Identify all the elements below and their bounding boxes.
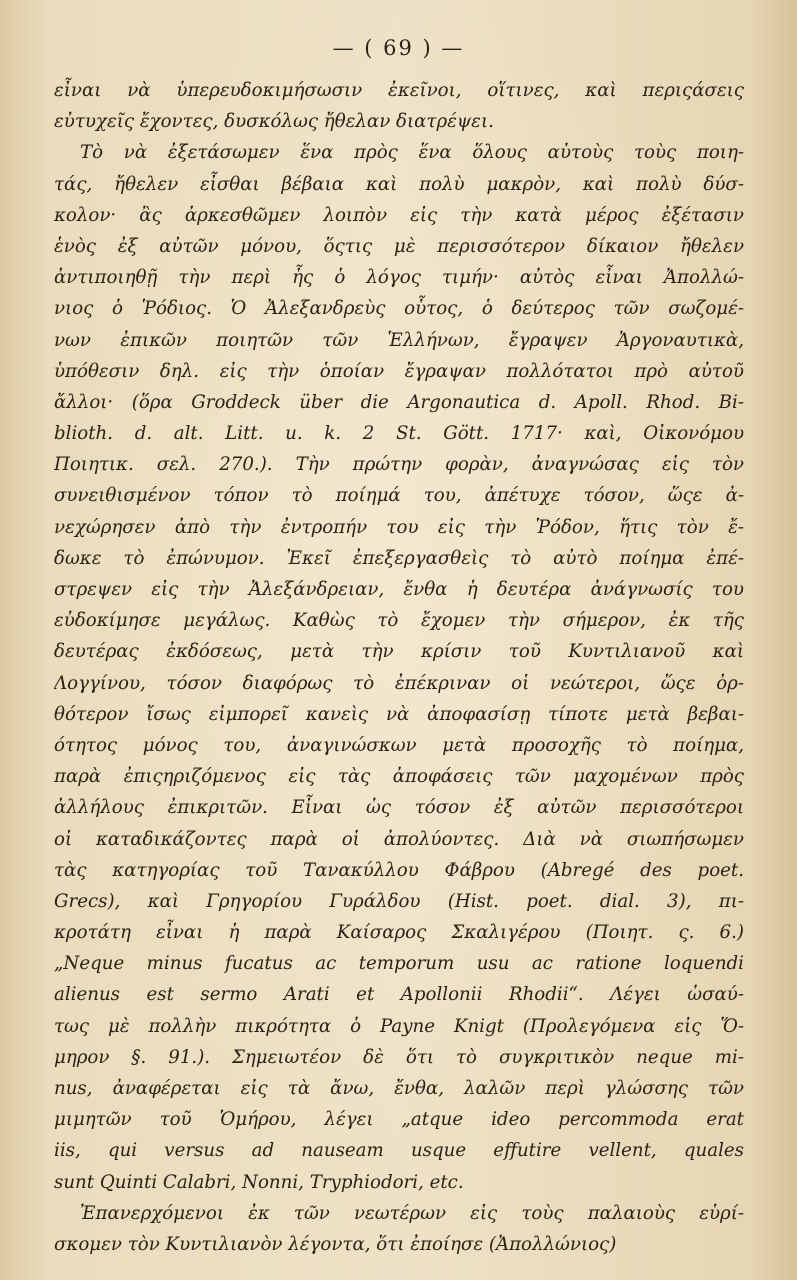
text-line: παρὰ ἐπιςηριζόμενος εἰς τὰς ἀποφάσεις τῶν μαχομένων πρὸς (54, 766, 744, 788)
text-line: Τὸ νὰ ἐξετάσωμεν ἕνα πρὸς ἕνα ὅλους αὐτοὺς τοὺς ποιη- (80, 142, 744, 164)
text-line: nus, ἀναφέρεται εἰς τὰ ἄνω, ἔνθα, λαλῶν περὶ γλώσσης τῶν (54, 1078, 744, 1099)
text-line: εὐδοκίμησε μεγάλως. Καθὼς τὸ ἔχομεν τὴν σήμερον, ἐκ τῆς (54, 610, 744, 632)
text-line: μιμητῶν τοῦ Ὁμήρου, λέγει „atque ideo percommoda erat (54, 1109, 744, 1131)
text-line: οἱ καταδικάζοντες παρὰ οἱ ἀπολύοντες. Διὰ νὰ σιωπήσωμεν (54, 828, 744, 850)
text-line: εἶναι νὰ ὑπερευδοκιμήσωσιν ἐκεῖνοι, οἵτινες, καὶ περιςάσεις (54, 80, 744, 101)
text-line: Λογγίνου, τόσον διαφόρως τὸ ἐπέκριναν οἱ νεώτεροι, ὥςε ὀρ- (54, 672, 744, 694)
text-line: στρεψεν εἰς τὴν Ἀλεξάνδρειαν, ἔνθα ἡ δευτέρα ἀνάγνωσίς του (54, 579, 744, 600)
text-line: ἀντιποιηθῇ τὴν περὶ ἧς ὁ λόγος τιμήν· αὐτὸς εἶναι Ἀπολλώ- (54, 267, 744, 289)
text-line: νιος ὁ Ῥόδιος. Ὁ Ἀλεξανδρεὺς οὗτος, ὁ δεύτερος τῶν σωζομέ- (54, 298, 744, 320)
text-line: τως μὲ πολλὴν πικρότητα ὁ Payne Knigt (Προλεγόμενα εἰς Ὅ- (54, 1015, 744, 1037)
text-line: τὰς κατηγορίας τοῦ Τανακύλλου Φάβρου (Abregé des poet. (54, 859, 744, 881)
text-line: ότητος μόνος του, ἀναγινώσκων μετὰ προσοχῆς τὸ ποίημα, (54, 734, 744, 756)
page-body-text (54, 75, 744, 1260)
text-line: Grecs), καὶ Γρηγορίου Γυράλδου (Hist. poet. dial. 3), πι- (54, 890, 744, 912)
text-line: ἀλλήλους ἐπικριτῶν. Εἶναι ὡς τόσον ἐξ αὐτῶν περισσότεροι (54, 797, 744, 819)
text-line: μηρον §. 91.). Σημειωτέον δὲ ὅτι τὸ συγκριτικὸν neque mi- (54, 1046, 744, 1068)
text-line: ἑνὸς ἐξ αὐτῶν μόνου, ὅςτις μὲ περισσότερον δίκαιον ἤθελεν (54, 235, 744, 257)
text-line: Ποιητικ. σελ. 270.). Τὴν πρώτην φορὰν, ἀναγνώσας εἰς τὸν (54, 454, 744, 476)
text-line: τάς, ἤθελεν εἶσθαι βέβαια καὶ πολὺ μακρὸν, καὶ πολὺ δύσ- (54, 173, 744, 195)
text-line: δωκε τὸ ἐπώνυμον. Ἐκεῖ ἐπεξεργασθεὶς τὸ αὐτὸ ποίημα ἐπέ- (54, 547, 744, 569)
text-line: εὐτυχεῖς ἔχοντες, δυσκόλως ἤθελαν διατρέψει. (54, 111, 494, 133)
text-line: κροτάτη εἶναι ἡ παρὰ Καίσαρος Σκαλιγέρου (Ποιητ. ς. 6.) (54, 922, 744, 944)
text-line: νεχώρησεν ἀπὸ τὴν ἐντροπήν του εἰς τὴν Ῥόδον, ἥτις τὸν ἔ- (54, 516, 744, 538)
text-line: iis, qui versus ad nauseam usque effutire vellent, quales (54, 1140, 744, 1162)
text-line: „Neque minus fucatus ac temporum usu ac ratione loquendi (54, 953, 744, 975)
text-line: σκομεν τὸν Κυντιλιανὸν λέγοντα, ὅτι ἐποίησε (Ἀπολλώνιος) (54, 1233, 617, 1255)
text-line: sunt Quinti Calabri, Nonni, Tryphiodori, etc. (54, 1171, 464, 1193)
text-line: θότερον ἴσως εἰμπορεῖ κανεὶς νὰ ἀποφασίσῃ τίποτε μετὰ βεβαι- (54, 703, 744, 725)
text-line: ἄλλοι· (ὅρα Groddeck über die Argonautica d. Apoll. Rhod. Bi- (54, 391, 744, 413)
text-line: συνειθισμένον τόπον τὸ ποίημά του, ἀπέτυχε τόσον, ὥςε ἀ- (54, 485, 744, 507)
text-line: blioth. d. alt. Litt. u. k. 2 St. Gött. 1717· καὶ, Οἰκονόμου (54, 423, 744, 445)
text-line: ὑπόθεσιν δηλ. εἰς τὴν ὁποίαν ἔγραψαν πολλότατοι πρὸ αὐτοῦ (54, 360, 744, 382)
page-header: — ( 69 ) — (332, 36, 465, 60)
text-line: νων ἐπικῶν ποιητῶν τῶν Ἑλλήνων, ἔγραψεν Ἀργοναυτικὰ, (54, 329, 744, 351)
text-line: κολον· ἂς ἀρκεσθῶμεν λοιπὸν εἰς τὴν κατὰ μέρος ἐξέτασιν (54, 204, 744, 226)
text-line: alienus est sermo Arati et Apollonii Rhodii“. Λέγει ὡσαύ- (54, 984, 744, 1006)
text-line: Ἐπανερχόμενοι ἐκ τῶν νεωτέρων εἰς τοὺς παλαιοὺς εὑρί- (80, 1202, 744, 1224)
text-line: δευτέρας ἐκδόσεως, μετὰ τὴν κρίσιν τοῦ Κυντιλιανοῦ καὶ (54, 641, 744, 663)
